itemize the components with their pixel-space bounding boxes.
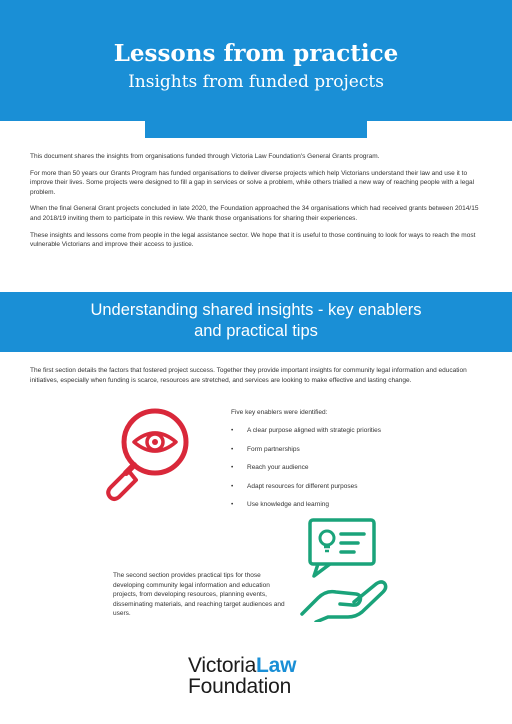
page-title: Lessons from practice [113, 40, 399, 67]
hand-holding-lightbulb-card-icon [296, 518, 400, 622]
victoria-law-foundation-logo [188, 655, 296, 697]
second-section-text: The second section provides practical tips for those developing community legal information and education projects, from developing resources, planning events, disseminating materials, and reaching target audiences and users. [113, 572, 285, 618]
bullet: • [231, 445, 234, 453]
page-subtitle: Insights from funded projects [128, 72, 384, 92]
enabler-label: Use knowledge and learning [247, 501, 330, 508]
section-title [0, 300, 512, 342]
section-title-line: and practical tips [194, 322, 318, 340]
header-tab [145, 116, 367, 138]
section-title-line: Understanding shared insights - key enablers [90, 301, 422, 319]
enablers-list [231, 427, 381, 520]
intro-paragraph: For more than 50 years our Grants Program has funded organisations to deliver diverse projects which help Victorians understand their law and use it to improve their lives. Some projects were designed to fill a gap in services or solve a problem, while others trialled a new way of reaching people with a legal problem. [30, 169, 475, 196]
bullet: • [231, 501, 234, 508]
logo-word: Foundation [188, 675, 292, 698]
logo-word-law: Law [256, 654, 297, 677]
list-item [231, 427, 381, 446]
intro-text [30, 152, 482, 257]
enabler-label: Reach your audience [247, 464, 309, 471]
enablers-heading: Five key enablers were identified: [231, 409, 328, 416]
enabler-label: Form partnerships [247, 445, 300, 453]
logo-word: Victoria [188, 654, 257, 677]
bullet: • [231, 427, 234, 434]
list-item [231, 483, 381, 502]
magnifying-glass-eye-icon [101, 404, 191, 508]
bullet: • [231, 482, 234, 490]
enabler-label: A clear purpose aligned with strategic priorities [247, 427, 382, 434]
logo-line [188, 655, 296, 676]
list-item [231, 501, 381, 520]
enabler-label: Adapt resources for different purposes [247, 482, 358, 490]
section-intro: The first section details the factors that fostered project success. Together they provide important insights for community legal information and education initiatives, especially when funding is scarce, resources are stretched, and services are looking to make effective and lasting change. [30, 367, 467, 384]
bullet: • [231, 464, 234, 471]
list-item [231, 464, 381, 483]
intro-paragraph: When the final General Grant projects concluded in late 2020, the Foundation approached the 34 organisations which had received grants between 2014/15 and 2018/19 inviting them to participate in this review. We thank those organisations for sharing their experiences. [30, 205, 479, 222]
intro-paragraph: This document shares the insights from organisations funded through Victoria Law Foundation's General Grants program. [30, 153, 380, 160]
intro-paragraph: These insights and lessons come from people in the legal assistance sector. We hope that it is useful to those continuing to look for ways to reach the most vulnerable Victorians and improve their access to justice. [30, 231, 476, 249]
list-item [231, 446, 381, 465]
